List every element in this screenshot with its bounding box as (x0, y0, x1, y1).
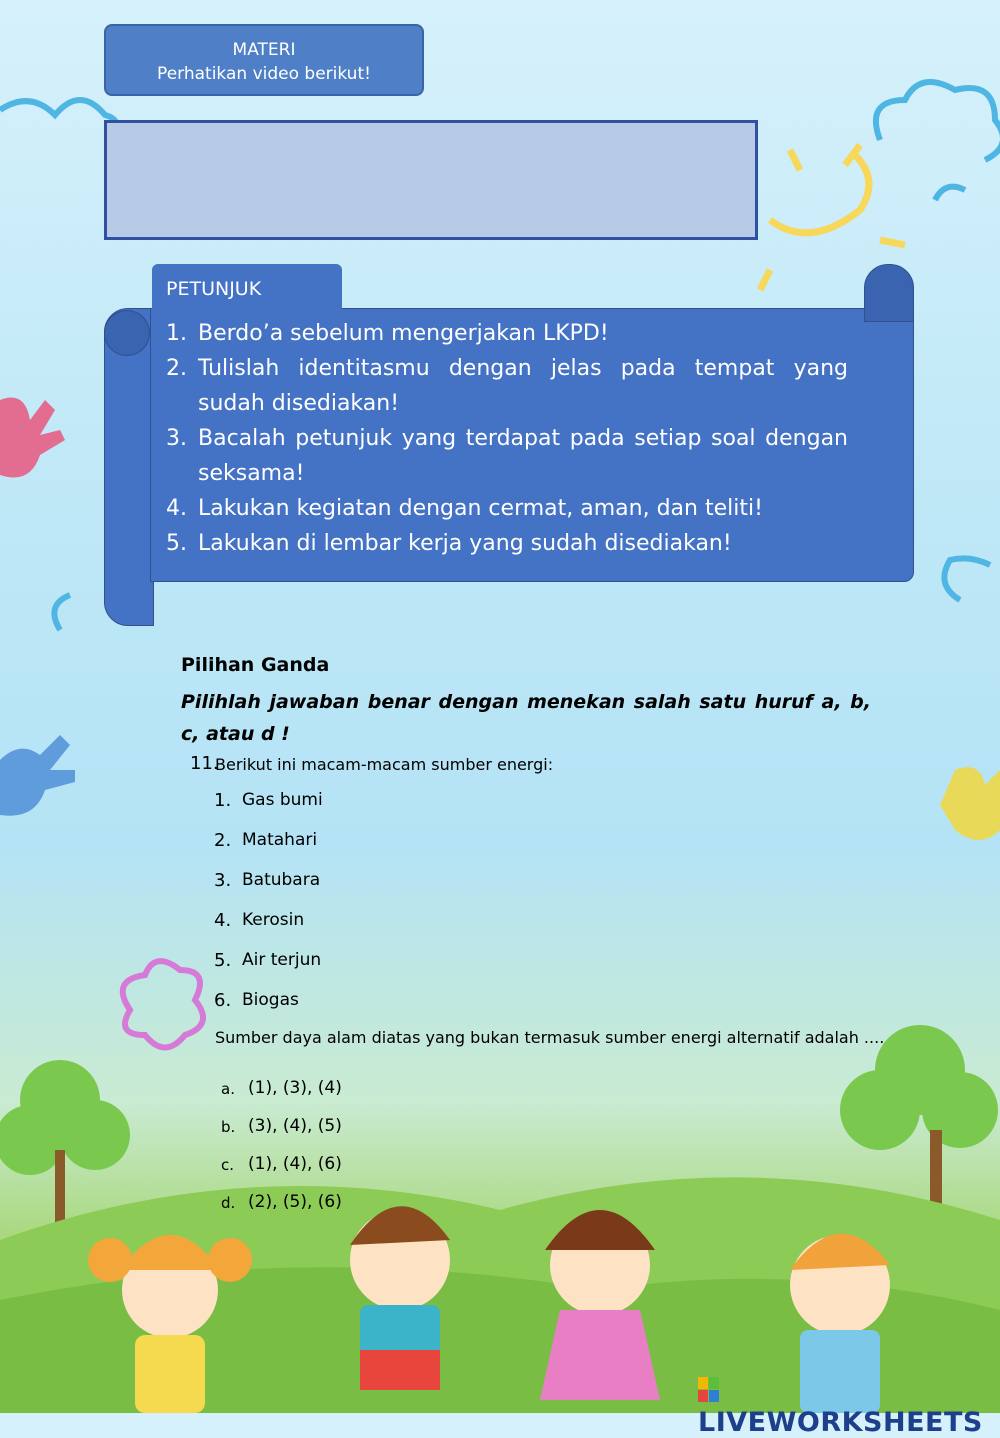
question-number: 11. (190, 753, 219, 774)
option-letter[interactable]: c. (221, 1156, 235, 1174)
petunjuk-item (166, 491, 848, 526)
energy-source-list (214, 790, 323, 1030)
source-text: Matahari (242, 830, 318, 850)
energy-source-item (214, 790, 323, 830)
option-text[interactable]: (1), (4), (6) (248, 1154, 342, 1174)
option-letter[interactable]: a. (221, 1080, 235, 1098)
petunjuk-item-text: Bacalah petunjuk yang terdapat pada setiap soal dengan seksama! (198, 426, 848, 486)
petunjuk-item-text: Lakukan di lembar kerja yang sudah disediakan! (198, 531, 732, 556)
petunjuk-item-number: 3. (166, 426, 187, 451)
option-letter[interactable]: d. (221, 1194, 236, 1212)
petunjuk-item-text: Tulislah identitasmu dengan jelas pada tempat yang sudah disediakan! (198, 356, 848, 416)
petunjuk-item-number: 5. (166, 531, 187, 556)
cloud-right (876, 82, 1000, 160)
option-text[interactable]: (3), (4), (5) (248, 1116, 342, 1136)
energy-source-item (214, 950, 323, 990)
option-text[interactable]: (2), (5), (6) (248, 1192, 342, 1212)
hand-yellow (940, 767, 1000, 840)
energy-source-item (214, 870, 323, 910)
materi-title: MATERI (232, 40, 296, 60)
brand-logo (698, 1376, 1000, 1438)
section-title: Pilihan Ganda (181, 654, 330, 676)
source-number: 4. (214, 910, 232, 931)
source-text: Kerosin (242, 910, 305, 930)
source-number: 2. (214, 830, 232, 851)
source-text: Gas bumi (242, 790, 323, 810)
hand-blue (0, 735, 75, 816)
flower-swirl (123, 961, 203, 1047)
cloud-right-2 (935, 187, 965, 200)
section-instruction: Pilihlah jawaban benar dengan menekan salah satu huruf a, b, c, atau d ! (181, 691, 871, 745)
petunjuk-item-text: Berdo’a sebelum mengerjakan LKPD! (198, 321, 609, 346)
petunjuk-item (166, 526, 848, 561)
hand-pink (0, 398, 65, 478)
question-intro: Berikut ini macam-macam sumber energi: (215, 755, 554, 774)
scroll-right-curl (864, 264, 914, 322)
scroll-left-curl (104, 310, 150, 356)
source-number: 3. (214, 870, 232, 891)
petunjuk-tab: PETUNJUK (152, 264, 342, 312)
cloud-left (0, 100, 118, 145)
option-b[interactable] (221, 1116, 342, 1154)
option-letter[interactable]: b. (221, 1118, 236, 1136)
petunjuk-item-text: Lakukan kegiatan dengan cermat, aman, dan teliti! (198, 496, 763, 521)
source-text: Biogas (242, 990, 299, 1010)
video-player[interactable] (104, 120, 758, 240)
petunjuk-item-number: 1. (166, 321, 187, 346)
materi-subtitle: Perhatikan video berikut! (157, 64, 371, 84)
petunjuk-item-number: 4. (166, 496, 187, 521)
tree-left (0, 1060, 130, 1230)
source-text: Batubara (242, 870, 321, 890)
cloud-left-2 (54, 595, 70, 630)
liveworksheets-logo-icon (698, 1377, 720, 1403)
energy-source-item (214, 990, 323, 1030)
option-a[interactable] (221, 1078, 342, 1116)
petunjuk-item (166, 316, 848, 351)
petunjuk-list (166, 316, 848, 561)
answer-options (221, 1078, 342, 1230)
materi-header (104, 24, 424, 96)
cloud-right-3 (944, 558, 990, 600)
question-prompt: Sumber daya alam diatas yang bukan termasuk sumber energi alternatif adalah .... (215, 1028, 885, 1047)
option-d[interactable] (221, 1192, 342, 1230)
source-number: 5. (214, 950, 232, 971)
source-number: 1. (214, 790, 232, 811)
source-number: 6. (214, 990, 232, 1011)
petunjuk-item (166, 421, 848, 491)
energy-source-item (214, 830, 323, 870)
option-text[interactable]: (1), (3), (4) (248, 1078, 342, 1098)
brand-name: LIVEWORKSHEETS (698, 1407, 983, 1438)
source-text: Air terjun (242, 950, 322, 970)
option-c[interactable] (221, 1154, 342, 1192)
petunjuk-item-number: 2. (166, 356, 187, 381)
energy-source-item (214, 910, 323, 950)
petunjuk-item (166, 351, 848, 421)
